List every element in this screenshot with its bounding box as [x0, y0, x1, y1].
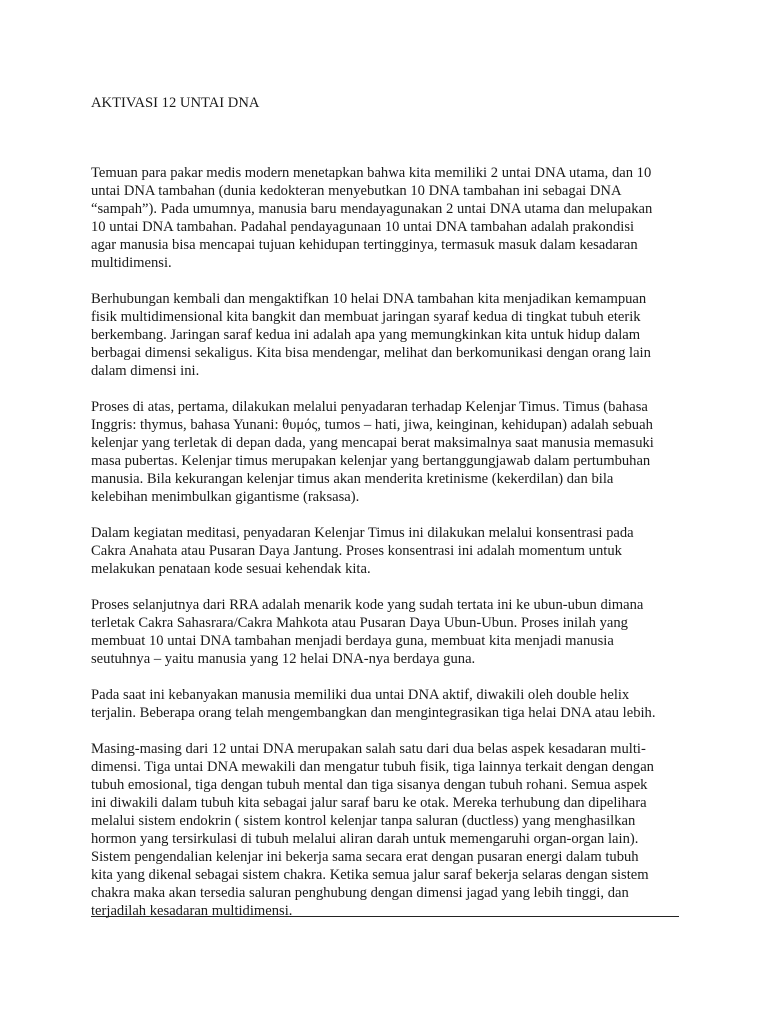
text-line: “sampah”). Pada umumnya, manusia baru mendayagunakan 2 untai DNA utama dan melupakan	[91, 201, 653, 217]
paragraph-3	[91, 398, 681, 506]
text-line: hormon yang tersirkulasi di tubuh melalui aliran darah untuk memengaruhi organ-organ lain).	[91, 831, 639, 847]
text-line: untai DNA tambahan (dunia kedokteran menyebutkan 10 DNA tambahan ini sebagai DNA	[91, 183, 622, 199]
text-line: Sistem pengendalian kelenjar ini bekerja sama secara erat dengan pusaran energi dalam tubuh	[91, 849, 639, 865]
text-line: manusia. Bila kekurangan kelenjar timus akan menderita kretinisme (kekerdilan) dan bila	[91, 471, 614, 487]
text-line: terletak Cakra Sahasrara/Cakra Mahkota atau Pusaran Daya Ubun-Ubun. Proses inilah yang	[91, 615, 628, 631]
text-line: 10 untai DNA tambahan. Padahal pendayagunaan 10 untai DNA tambahan adalah prakondisi	[91, 219, 635, 235]
paragraph-4	[91, 524, 681, 578]
text-line: Berhubungan kembali dan mengaktifkan 10 helai DNA tambahan kita menjadikan kemampuan	[91, 291, 647, 307]
paragraph-5	[91, 596, 681, 668]
text-line: multidimensi.	[91, 255, 172, 271]
text-line: masa pubertas. Kelenjar timus merupakan kelenjar yang bertanggungjawab dalam pertumbuhan	[91, 453, 651, 469]
text-line: melakukan penataan kode sesuai kehendak kita.	[91, 561, 371, 577]
bottom-divider	[91, 916, 679, 917]
text-line: fisik multidimensional kita bangkit dan membuat jaringan syaraf kedua di tingkat tubuh eterik	[91, 309, 641, 325]
text-line: berkembang. Jaringan saraf kedua ini adalah apa yang memungkinkan kita untuk hidup dalam	[91, 327, 641, 343]
text-line: kelenjar yang terletak di depan dada, yang mencapai berat maksimalnya saat manusia memasuki	[91, 435, 654, 451]
document-title: AKTIVASI 12 UNTAI DNA	[91, 95, 260, 111]
paragraph-7	[91, 740, 681, 920]
text-line: berbagai dimensi sekaligus. Kita bisa mendengar, melihat dan berkomunikasi dengan orang lain	[91, 345, 651, 361]
text-line: Masing-masing dari 12 untai DNA merupakan salah satu dari dua belas aspek kesadaran multi-	[91, 741, 646, 757]
text-line: seutuhnya – yaitu manusia yang 12 helai DNA-nya berdaya guna.	[91, 651, 476, 667]
text-line: Pada saat ini kebanyakan manusia memiliki dua untai DNA aktif, diwakili oleh double helix	[91, 687, 630, 703]
text-line: melalui sistem endokrin ( sistem kontrol kelenjar tanpa saluran (ductless) yang menghasilkan	[91, 813, 636, 829]
text-line: Cakra Anahata atau Pusaran Daya Jantung. Proses konsentrasi ini adalah momentum untuk	[91, 543, 622, 559]
text-line: Dalam kegiatan meditasi, penyadaran Kelenjar Timus ini dilakukan melalui konsentrasi pada	[91, 525, 634, 541]
text-line: chakra maka akan tersedia saluran penghubung dengan dimensi jagad yang lebih tinggi, dan	[91, 885, 629, 901]
text-line: agar manusia bisa mencapai tujuan kehidupan tertingginya, termasuk masuk dalam kesadaran	[91, 237, 638, 253]
text-line: Temuan para pakar medis modern menetapkan bahwa kita memiliki 2 untai DNA utama, dan 10	[91, 165, 652, 181]
text-line: ini diwakili dalam tubuh kita sebagai jalur saraf baru ke otak. Mereka terhubung dan dipelihara	[91, 795, 647, 811]
text-line: tubuh emosional, tiga dengan tubuh mental dan tiga sisanya dengan tubuh rohani. Semua aspek	[91, 777, 648, 793]
text-line: kelebihan menimbulkan gigantisme (raksasa).	[91, 489, 360, 505]
paragraph-2	[91, 290, 681, 380]
text-line: terjadilah kesadaran multidimensi.	[91, 903, 293, 919]
paragraph-6	[91, 686, 681, 722]
document-body	[91, 94, 681, 920]
text-line: membuat 10 untai DNA tambahan menjadi berdaya guna, membuat kita menjadi manusia	[91, 633, 614, 649]
text-line: Proses di atas, pertama, dilakukan melalui penyadaran terhadap Kelenjar Timus. Timus (bahasa	[91, 399, 648, 415]
paragraph-1	[91, 164, 681, 272]
text-line: dalam dimensi ini.	[91, 363, 200, 379]
text-line: Inggris: thymus, bahasa Yunani: θυμός, tumos – hati, jiwa, keinginan, kehidupan) adalah sebuah	[91, 417, 653, 433]
text-line: dimensi. Tiga untai DNA mewakili dan mengatur tubuh fisik, tiga lainnya terkait dengan dengan	[91, 759, 654, 775]
text-line: kita yang dikenal sebagai sistem chakra. Ketika semua jalur saraf bekerja selaras dengan sistem	[91, 867, 649, 883]
text-line: terjalin. Beberapa orang telah mengembangkan dan mengintegrasikan tiga helai DNA atau lebih.	[91, 705, 656, 721]
text-line: Proses selanjutnya dari RRA adalah menarik kode yang sudah tertata ini ke ubun-ubun dimana	[91, 597, 644, 613]
